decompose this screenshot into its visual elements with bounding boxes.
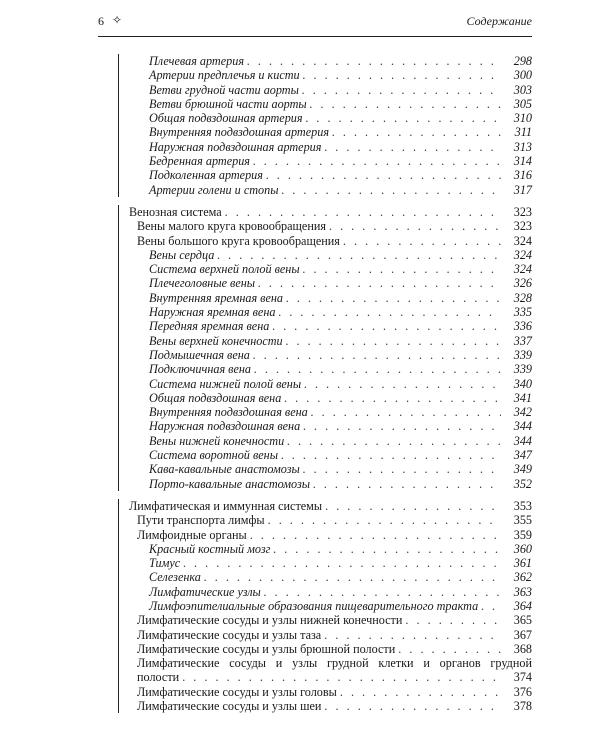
toc-entry[interactable] — [129, 83, 532, 97]
entry-label: Наружная подвздошная вена — [149, 419, 301, 434]
entry-label: Лимфатические сосуды и узлы головы — [137, 684, 337, 699]
entry-label: Лимфатические сосуды и узлы таза — [137, 627, 322, 642]
entry-label: Система верхней полой вены — [149, 262, 300, 277]
entry-label: Венозная система — [129, 204, 222, 219]
toc-entry-small-circle[interactable] — [129, 219, 532, 233]
entry-label: Передняя яремная вена — [149, 319, 270, 334]
entry-label: Артерии голени и стопы — [149, 182, 279, 197]
entry-page: 340 — [513, 376, 532, 391]
entry-label: Красный костный мозг — [149, 541, 271, 556]
lymph-vessels-tail-list — [129, 685, 532, 714]
toc-entry[interactable] — [129, 448, 532, 462]
toc-entry[interactable] — [129, 125, 532, 139]
entry-label: Кава-кавальные анастомозы — [149, 462, 300, 477]
entry-page: 300 — [513, 68, 532, 83]
table-of-contents — [118, 54, 532, 721]
toc-entry[interactable] — [129, 362, 532, 376]
entry-label: Внутренняя подвздошная вена — [149, 405, 308, 420]
entry-label: Вены верхней конечности — [149, 333, 283, 348]
entry-page: 337 — [513, 333, 532, 348]
entry-page: 323 — [513, 219, 532, 234]
lymph-section — [118, 499, 532, 713]
veins-list — [129, 248, 532, 491]
entry-page: 361 — [513, 556, 532, 571]
lymph-vessels-list — [129, 613, 532, 656]
entry-label: Лимфатические сосуды и узлы брюшной полости — [137, 641, 396, 656]
entry-label-line2: полости — [137, 670, 180, 685]
entry-page: 335 — [513, 305, 532, 320]
entry-label: Подколенная артерия — [149, 168, 263, 183]
entry-label: Вены малого круга кровообращения — [137, 219, 326, 234]
toc-entry-big-circle[interactable] — [129, 234, 532, 248]
entry-label: Селезенка — [149, 570, 201, 585]
header-title: Содержание — [466, 14, 532, 28]
entry-page: 326 — [513, 276, 532, 291]
toc-entry-venous-system[interactable] — [129, 205, 532, 219]
ornament-icon: ✧ — [112, 13, 123, 27]
lymphoid-organs-list — [129, 542, 532, 613]
entry-page: 365 — [513, 613, 532, 628]
arteries-list — [129, 54, 532, 197]
toc-entry[interactable] — [129, 642, 532, 656]
entry-page: 339 — [513, 347, 532, 362]
entry-page: 352 — [513, 476, 532, 491]
toc-entry[interactable] — [129, 183, 532, 197]
toc-entry[interactable] — [129, 168, 532, 182]
entry-label: Плечевая артерия — [149, 54, 244, 68]
entry-page: 349 — [513, 462, 532, 477]
entry-label: Пути транспорта лимфы — [137, 513, 265, 528]
entry-page: 311 — [514, 125, 532, 140]
toc-entry-lymphoid-organs[interactable] — [129, 528, 532, 542]
toc-entry[interactable] — [129, 585, 532, 599]
entry-page: 324 — [513, 262, 532, 277]
entry-page: 313 — [513, 139, 532, 154]
toc-entry[interactable] — [129, 405, 532, 419]
entry-label: Ветви брюшной части аорты — [149, 96, 307, 111]
entry-page: 368 — [513, 641, 532, 656]
entry-label: Плечеголовные вены — [149, 276, 256, 291]
entry-label: Лимфатические сосуды и узлы шеи — [137, 699, 322, 714]
toc-entry[interactable] — [129, 348, 532, 362]
entry-page: 341 — [513, 390, 532, 405]
entry-page: 362 — [513, 570, 532, 585]
toc-entry-chest-lymph[interactable] — [129, 656, 532, 685]
toc-entry[interactable] — [129, 276, 532, 290]
entry-page: 378 — [513, 699, 532, 714]
entry-label: Вены нижней конечности — [149, 433, 285, 448]
entry-page: 323 — [513, 204, 532, 219]
entry-label-line1: Лимфатические сосуды и узлы грудной клетки и органов грудной — [137, 656, 532, 671]
toc-entry[interactable] — [129, 319, 532, 333]
entry-page: 344 — [513, 419, 532, 434]
toc-entry-lymph-transport[interactable] — [129, 513, 532, 527]
entry-label: Внутренняя яремная вена — [149, 290, 284, 305]
entry-label: Лимфоэпителиальные образования пищеварительного тракта — [149, 598, 479, 613]
entry-label: Общая подвздошная артерия — [149, 111, 303, 126]
toc-entry[interactable] — [129, 140, 532, 154]
toc-entry[interactable] — [129, 628, 532, 642]
toc-entry[interactable] — [129, 477, 532, 491]
entry-label: Система нижней полой вены — [149, 376, 302, 391]
entry-page: 310 — [513, 111, 532, 126]
toc-entry[interactable] — [129, 97, 532, 111]
entry-page: 328 — [513, 290, 532, 305]
entry-label: Артерии предплечья и кисти — [149, 68, 300, 83]
toc-entry[interactable] — [129, 613, 532, 627]
toc-entry-lymph-system[interactable] — [129, 499, 532, 513]
entry-label: Система воротной вены — [149, 448, 278, 463]
entry-label: Тимус — [149, 556, 181, 571]
toc-entry[interactable] — [129, 434, 532, 448]
entry-label: Бедренная артерия — [149, 154, 250, 169]
entry-label: Внутренняя подвздошная артерия — [149, 125, 329, 140]
toc-entry[interactable] — [129, 685, 532, 699]
entry-label: Лимфоидные органы — [137, 527, 247, 542]
entry-label: Наружная яремная вена — [149, 305, 276, 320]
entry-page: 367 — [513, 627, 532, 642]
entry-page: 342 — [513, 405, 532, 420]
entry-label: Ветви грудной части аорты — [149, 82, 299, 97]
entry-page: 355 — [513, 513, 532, 528]
toc-entry[interactable] — [129, 305, 532, 319]
entry-label: Подмышечная вена — [149, 347, 250, 362]
page-number: 6 — [98, 14, 104, 28]
entry-label: Подключичная вена — [149, 362, 252, 377]
toc-entry[interactable] — [129, 391, 532, 405]
entry-page: 347 — [513, 448, 532, 463]
entry-page: 303 — [513, 82, 532, 97]
entry-page: 364 — [513, 598, 532, 613]
entry-page: 317 — [513, 182, 532, 197]
entry-label: Лимфатические узлы — [149, 584, 261, 599]
entry-page: 305 — [513, 96, 532, 111]
entry-page: 363 — [513, 584, 532, 599]
toc-entry[interactable] — [129, 111, 532, 125]
venous-section — [118, 205, 532, 491]
toc-entry[interactable] — [129, 68, 532, 82]
toc-entry[interactable] — [129, 334, 532, 348]
entry-page: 316 — [513, 168, 532, 183]
entry-page: 360 — [513, 541, 532, 556]
entry-label: Вены сердца — [149, 247, 215, 262]
entry-page: 336 — [513, 319, 532, 334]
entry-page: 376 — [513, 684, 532, 699]
toc-entry[interactable] — [129, 248, 532, 262]
toc-entry[interactable] — [129, 570, 532, 584]
toc-entry[interactable] — [129, 377, 532, 391]
entry-label: Лимфатические сосуды и узлы нижней конечности — [137, 613, 403, 628]
entry-label: Наружная подвздошная артерия — [149, 139, 322, 154]
toc-entry[interactable] — [129, 54, 532, 68]
entry-page: 314 — [513, 154, 532, 169]
toc-entry[interactable] — [129, 419, 532, 433]
toc-entry[interactable] — [129, 262, 532, 276]
entry-label: Вены большого круга кровообращения — [137, 233, 340, 248]
entry-page: 324 — [513, 233, 532, 248]
toc-entry[interactable] — [129, 154, 532, 168]
toc-entry[interactable] — [129, 462, 532, 476]
entry-page: 344 — [513, 433, 532, 448]
arteries-section — [118, 54, 532, 197]
toc-entry[interactable] — [129, 291, 532, 305]
toc-entry[interactable] — [129, 599, 532, 613]
entry-label: Порто-кавальные анастомозы — [149, 476, 310, 491]
entry-page: 324 — [513, 247, 532, 262]
toc-entry[interactable] — [129, 542, 532, 556]
toc-entry[interactable] — [129, 556, 532, 570]
entry-page: 339 — [513, 362, 532, 377]
entry-page: 353 — [513, 498, 532, 513]
entry-label: Общая подвздошная вена — [149, 390, 282, 405]
toc-entry[interactable] — [129, 699, 532, 713]
entry-label: Лимфатическая и иммунная системы — [129, 498, 323, 513]
entry-page: 374 — [513, 670, 532, 685]
entry-page: 298 — [513, 54, 532, 68]
page-header — [98, 12, 532, 37]
entry-page: 359 — [513, 527, 532, 542]
